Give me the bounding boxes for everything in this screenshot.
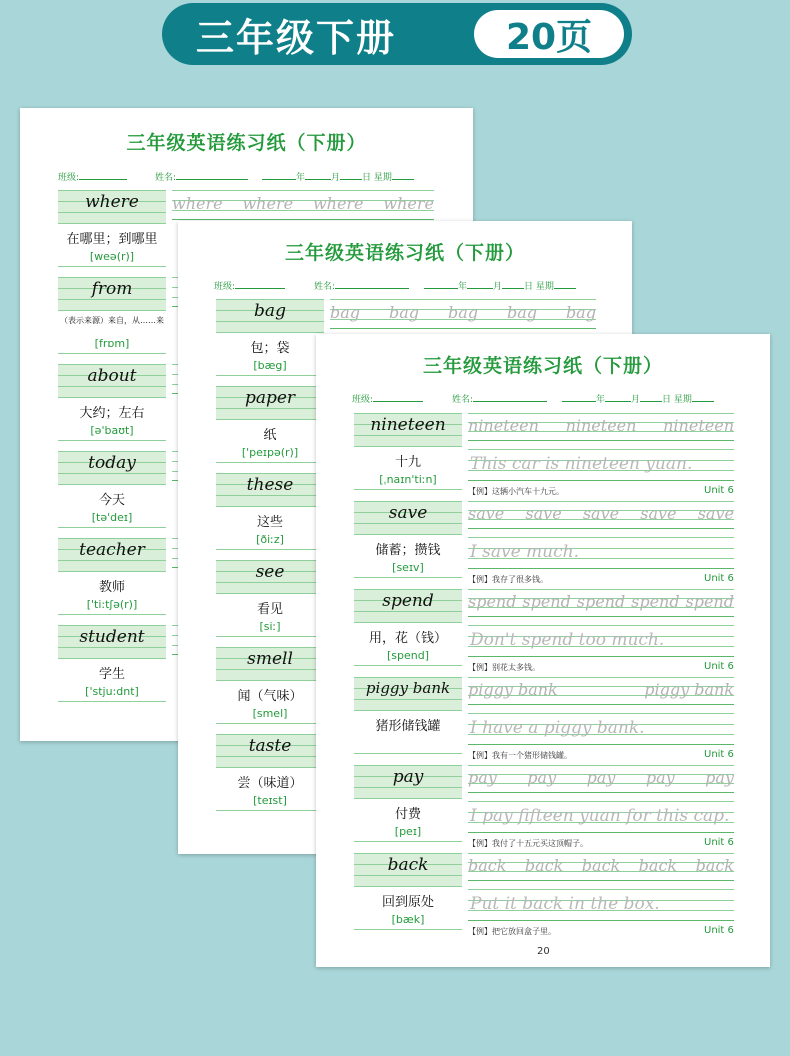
- word-text: taste: [248, 736, 292, 756]
- word-box: [58, 190, 166, 224]
- word-box: [354, 413, 462, 447]
- word-box: [354, 501, 462, 535]
- trace-word: spend: [685, 592, 734, 611]
- word-meaning: 在哪里；到哪里: [66, 232, 158, 247]
- trace-words: [468, 504, 734, 523]
- word-box: [354, 765, 462, 799]
- sheet-title: 三年级英语练习纸（下册）: [422, 355, 663, 377]
- trace-word: where: [312, 194, 364, 213]
- word-meaning: 大约；左右: [79, 406, 145, 421]
- word-box: [216, 647, 324, 681]
- word-box: [216, 473, 324, 507]
- word-meaning: 看见: [256, 602, 283, 617]
- word-text: bag: [254, 301, 286, 321]
- sentence-lines: [468, 449, 734, 481]
- guide-line: [468, 677, 734, 678]
- trace-word: save: [468, 504, 505, 523]
- example-sentence: 【例】我存了很多钱。: [468, 575, 548, 584]
- worksheet-page-3: [316, 334, 770, 967]
- guide-line: [354, 699, 462, 700]
- entry-divider: [216, 636, 324, 637]
- entry-divider: [216, 810, 324, 811]
- word-text: from: [91, 279, 133, 299]
- example-sentence: 【例】我有一个猪形储钱罐。: [468, 751, 572, 760]
- word-text: teacher: [79, 540, 145, 560]
- guide-line: [330, 299, 596, 300]
- guide-line: [216, 506, 324, 507]
- title-banner: [162, 3, 632, 65]
- guide-line: [216, 321, 324, 322]
- trace-word: save: [582, 504, 620, 523]
- guide-line: [354, 589, 462, 590]
- guide-line: [354, 853, 462, 854]
- name-field: 姓名:: [452, 392, 547, 405]
- trace-word: back: [695, 856, 734, 875]
- guide-line: [468, 537, 734, 538]
- trace-word: bag: [330, 303, 361, 322]
- word-meaning: 尝（味道）: [237, 776, 303, 791]
- word-text: pay: [392, 767, 424, 787]
- guide-line: [468, 528, 734, 529]
- word-box: [216, 734, 324, 768]
- word-box: [354, 677, 462, 711]
- word-box: [354, 589, 462, 623]
- entry-divider: [216, 723, 324, 724]
- word-meaning: 教师: [98, 580, 125, 595]
- guide-line: [354, 611, 462, 612]
- entry-divider: [216, 549, 324, 550]
- guide-line: [58, 473, 166, 474]
- practice-lines: [468, 501, 734, 529]
- entry-divider: [58, 614, 166, 615]
- word-phonetic: [spend]: [386, 649, 430, 662]
- word-text: paper: [244, 388, 296, 408]
- guide-line: [354, 534, 462, 535]
- word-meaning: 包；袋: [250, 341, 290, 356]
- guide-line: [216, 386, 324, 387]
- trace-word: bag: [388, 303, 420, 322]
- guide-line: [354, 523, 462, 524]
- guide-line: [468, 832, 734, 833]
- guide-line: [216, 593, 324, 594]
- entry-divider: [216, 375, 324, 376]
- guide-line: [354, 787, 462, 788]
- guide-line: [468, 765, 734, 766]
- trace-word: nineteen: [468, 416, 539, 435]
- word-phonetic: [weə(r)]: [89, 250, 135, 263]
- guide-line: [58, 625, 166, 626]
- trace-words: [468, 592, 734, 611]
- word-meaning: （表示来源）来自，从……来: [60, 316, 164, 325]
- entry-divider: [354, 577, 462, 578]
- entry-divider: [216, 462, 324, 463]
- word-text: these: [246, 475, 294, 495]
- guide-line: [216, 734, 324, 735]
- name-field: 姓名:: [314, 279, 409, 292]
- guide-line: [58, 397, 166, 398]
- word-meaning: 用，花（钱）: [368, 631, 447, 646]
- trace-word: where: [172, 194, 223, 213]
- guide-line: [354, 622, 462, 623]
- trace-words: [468, 768, 734, 787]
- date-field: 年 月 日 星期: [424, 279, 576, 292]
- word-text: smell: [247, 649, 293, 669]
- trace-word: save: [640, 504, 677, 523]
- banner-title: 三年级下册: [196, 15, 397, 60]
- entry-divider: [58, 266, 166, 267]
- entry-divider: [58, 440, 166, 441]
- trace-words: [172, 194, 434, 213]
- word-box: [58, 277, 166, 311]
- word-text: see: [255, 562, 285, 582]
- word-text: back: [387, 855, 429, 875]
- trace-sentence: This car is nineteen yuan.: [470, 454, 693, 474]
- guide-line: [354, 765, 462, 766]
- sentence-lines: [468, 889, 734, 921]
- sentence-lines: [468, 713, 734, 745]
- word-text: spend: [382, 591, 434, 611]
- word-text: piggy bank: [365, 679, 451, 697]
- trace-sentence: I have a piggy bank.: [470, 718, 645, 738]
- guide-line: [216, 332, 324, 333]
- guide-line: [354, 435, 462, 436]
- guide-line: [216, 408, 324, 409]
- word-phonetic: ['peɪpə(r)]: [241, 446, 299, 459]
- guide-line: [468, 744, 734, 745]
- word-text: about: [87, 366, 137, 386]
- word-meaning: 这些: [256, 515, 283, 530]
- word-text: where: [85, 192, 139, 212]
- practice-lines: [172, 190, 434, 220]
- entry-divider: [354, 841, 462, 842]
- guide-line: [468, 801, 734, 802]
- sheet-title: 三年级英语练习纸（下册）: [284, 242, 525, 264]
- trace-word: back: [581, 856, 621, 875]
- date-field: 年 月 日 星期: [562, 392, 714, 405]
- trace-words: [468, 680, 734, 699]
- guide-line: [468, 853, 734, 854]
- guide-line: [58, 190, 166, 191]
- trace-words: [468, 856, 734, 875]
- guide-line: [354, 446, 462, 447]
- word-meaning: 储蓄；攒钱: [375, 543, 441, 558]
- word-phonetic: ['stju:dnt]: [85, 685, 139, 698]
- entry-divider: [354, 489, 462, 490]
- guide-line: [354, 413, 462, 414]
- guide-line: [354, 710, 462, 711]
- unit-label: Unit 6: [704, 485, 734, 496]
- word-phonetic: [seɪv]: [392, 561, 424, 574]
- word-meaning: 十九: [394, 455, 421, 470]
- guide-line: [354, 677, 462, 678]
- guide-line: [58, 571, 166, 572]
- guide-line: [58, 223, 166, 224]
- practice-lines: [468, 589, 734, 617]
- trace-word: back: [638, 856, 678, 875]
- trace-word: pay: [468, 768, 497, 787]
- guide-line: [216, 582, 324, 583]
- word-phonetic: [siː]: [259, 620, 281, 633]
- guide-line: [468, 920, 734, 921]
- trace-word: where: [383, 194, 434, 213]
- word-phonetic: [teɪst]: [253, 794, 287, 807]
- trace-word: back: [524, 856, 564, 875]
- guide-line: [58, 647, 166, 648]
- word-phonetic: [bæg]: [253, 359, 287, 372]
- word-phonetic: [ðiːz]: [256, 533, 284, 546]
- unit-label: Unit 6: [704, 837, 734, 848]
- guide-line: [58, 212, 166, 213]
- guide-line: [468, 449, 734, 450]
- sheet-title: 三年级英语练习纸（下册）: [126, 132, 367, 154]
- example-sentence: 【例】这辆小汽车十九元。: [468, 487, 564, 496]
- guide-line: [216, 767, 324, 768]
- date-field: 年 月 日 星期: [262, 170, 414, 183]
- trace-word: bag: [506, 303, 537, 322]
- trace-word: pay: [527, 768, 557, 787]
- guide-line: [354, 798, 462, 799]
- guide-line: [468, 413, 734, 414]
- guide-line: [58, 484, 166, 485]
- class-field: 班级:: [214, 279, 285, 292]
- guide-line: [468, 656, 734, 657]
- name-field: 姓名:: [155, 170, 248, 183]
- word-meaning: 闻（气味）: [237, 689, 303, 704]
- trace-word: nineteen: [663, 416, 734, 435]
- example-sentence: 【例】我付了十五元买这顶帽子。: [468, 839, 588, 848]
- word-phonetic: [ə'baʊt]: [90, 424, 134, 437]
- trace-word: where: [242, 194, 294, 213]
- trace-word: pay: [645, 768, 675, 787]
- word-meaning: 今天: [98, 493, 125, 508]
- guide-line: [330, 328, 596, 329]
- guide-line: [216, 756, 324, 757]
- guide-line: [58, 299, 166, 300]
- guide-line: [172, 190, 434, 191]
- word-phonetic: [smel]: [252, 707, 288, 720]
- word-box: [58, 625, 166, 659]
- practice-lines: [468, 677, 734, 705]
- class-field: 班级:: [58, 170, 127, 183]
- entry-divider: [58, 527, 166, 528]
- guide-line: [468, 889, 734, 890]
- guide-line: [468, 880, 734, 881]
- guide-line: [468, 568, 734, 569]
- guide-line: [58, 538, 166, 539]
- guide-line: [172, 219, 434, 220]
- word-text: save: [388, 503, 428, 523]
- guide-line: [216, 560, 324, 561]
- sentence-lines: [468, 537, 734, 569]
- page-count-badge: 20页: [474, 10, 624, 58]
- entry-divider: [354, 753, 462, 754]
- entry-divider: [354, 929, 462, 930]
- guide-line: [468, 501, 734, 502]
- practice-lines: [468, 413, 734, 441]
- word-box: [216, 299, 324, 333]
- trace-sentence: Don't spend too much.: [470, 630, 665, 650]
- word-box: [354, 853, 462, 887]
- guide-line: [58, 364, 166, 365]
- entry-divider: [58, 353, 166, 354]
- word-phonetic: [peɪ]: [394, 825, 422, 838]
- sentence-lines: [468, 625, 734, 657]
- word-meaning: 纸: [263, 428, 277, 443]
- trace-word: back: [468, 856, 507, 875]
- practice-lines: [468, 853, 734, 881]
- word-phonetic: [tə'deɪ]: [91, 511, 133, 524]
- trace-word: piggy bank: [644, 680, 734, 699]
- guide-line: [468, 589, 734, 590]
- class-field: 班级:: [352, 392, 423, 405]
- trace-word: spend: [522, 592, 571, 611]
- unit-label: Unit 6: [704, 925, 734, 936]
- guide-line: [354, 886, 462, 887]
- word-meaning: 学生: [98, 667, 125, 682]
- example-sentence: 【例】别花太多钱。: [468, 663, 540, 672]
- practice-lines: [468, 765, 734, 793]
- guide-line: [216, 495, 324, 496]
- word-meaning: 付费: [394, 807, 421, 822]
- trace-word: bag: [447, 303, 478, 322]
- trace-word: spend: [468, 592, 517, 611]
- guide-line: [216, 680, 324, 681]
- guide-line: [468, 625, 734, 626]
- guide-line: [468, 616, 734, 617]
- unit-label: Unit 6: [704, 573, 734, 584]
- word-text: today: [88, 453, 136, 473]
- practice-lines: [330, 299, 596, 329]
- trace-word: piggy bank: [468, 680, 558, 699]
- word-phonetic: [ˌnaɪn'tiːn]: [379, 473, 437, 486]
- trace-word: spend: [631, 592, 680, 611]
- trace-sentence: I pay fifteen yuan for this cap.: [470, 806, 730, 826]
- guide-line: [468, 713, 734, 714]
- guide-line: [216, 299, 324, 300]
- guide-line: [58, 310, 166, 311]
- word-text: nineteen: [370, 415, 446, 435]
- word-box: [58, 538, 166, 572]
- guide-line: [216, 473, 324, 474]
- trace-word: pay: [705, 768, 734, 787]
- guide-line: [58, 560, 166, 561]
- guide-line: [58, 658, 166, 659]
- guide-line: [468, 440, 734, 441]
- example-sentence: 【例】把它放回盒子里。: [468, 927, 556, 936]
- unit-label: Unit 6: [704, 661, 734, 672]
- guide-line: [468, 704, 734, 705]
- guide-line: [216, 419, 324, 420]
- guide-line: [58, 386, 166, 387]
- guide-line: [354, 501, 462, 502]
- word-meaning: 猪形储钱罐: [375, 719, 441, 734]
- trace-words: [468, 416, 734, 435]
- word-phonetic: [bæk]: [391, 913, 425, 926]
- guide-line: [216, 647, 324, 648]
- sentence-lines: [468, 801, 734, 833]
- word-box: [58, 451, 166, 485]
- word-text: student: [79, 627, 145, 647]
- guide-line: [58, 277, 166, 278]
- word-box: [58, 364, 166, 398]
- trace-sentence: Put it back in the box.: [470, 894, 660, 914]
- trace-word: save: [525, 504, 562, 523]
- page-number: 20: [537, 946, 550, 957]
- entry-divider: [58, 701, 166, 702]
- unit-label: Unit 6: [704, 749, 734, 760]
- trace-sentence: I save much.: [470, 542, 579, 562]
- guide-line: [354, 875, 462, 876]
- guide-line: [468, 792, 734, 793]
- trace-word: pay: [586, 768, 616, 787]
- guide-line: [468, 480, 734, 481]
- trace-word: bag: [565, 303, 596, 322]
- word-phonetic: [frɒm]: [94, 337, 130, 350]
- trace-words: [330, 303, 596, 322]
- guide-line: [216, 669, 324, 670]
- trace-word: save: [697, 504, 734, 523]
- guide-line: [58, 451, 166, 452]
- word-meaning: 回到原处: [381, 895, 434, 910]
- trace-word: nineteen: [565, 416, 637, 435]
- word-phonetic: ['ti:tʃə(r)]: [86, 598, 138, 611]
- word-box: [216, 386, 324, 420]
- trace-word: spend: [576, 592, 626, 611]
- entry-divider: [354, 665, 462, 666]
- word-box: [216, 560, 324, 594]
